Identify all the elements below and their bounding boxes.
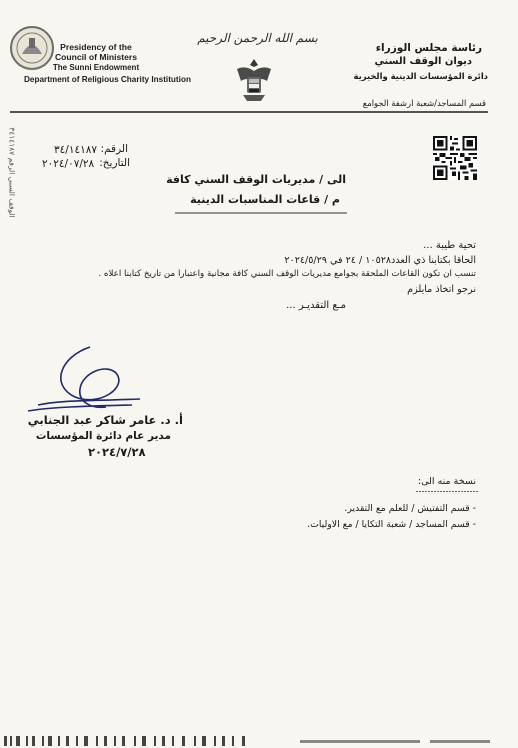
- arabic-header-line-2: ديوان الوقف السني: [374, 56, 472, 67]
- body-paragraph-2: تنسب ان تكون القاعات الملحقة بجوامع مديريات الوقف السني كافة مجانية واعتبارا من تاريخ كتابنا اعلاه .: [98, 269, 476, 279]
- signatory-name: أ. د. عامر شاكر عبد الجنابي: [27, 413, 183, 427]
- signature-date: ٢٠٢٤/٧/٢٨: [88, 445, 146, 459]
- copy-recipient-1: - قسم التفتيش / للعلم مع التقدير.: [344, 503, 476, 514]
- english-header-line-3: The Sunni Endowment: [52, 63, 140, 72]
- section-label: قسم المساجد/شعبة ارشفة الجوامع: [362, 98, 486, 108]
- copies-heading: نسخة منه الى:: [417, 476, 476, 487]
- reference-number-label: الرقم:: [100, 143, 128, 155]
- closing-line: مـع التقديـر ...: [286, 300, 346, 311]
- body-paragraph-1: الحاقا بكتابنا ذي العدد١٠٥٢٨ / ٢٤ في ٢٠٢٤/٥/٢٩: [284, 255, 476, 266]
- footer-barcode-marks: [0, 732, 518, 748]
- greeting: تحية طيبة ...: [423, 240, 476, 251]
- handwritten-signature: [20, 345, 150, 420]
- qr-code: [433, 136, 477, 180]
- copies-underline: [416, 490, 478, 493]
- arabic-header-line-1: رئاسة مجلس الوزراء: [375, 42, 482, 54]
- subject-line: م / قاعات المناسبات الدينية: [190, 193, 340, 206]
- side-stamp-text: الوقف السني الرقم ٣٤١٤١٨٧: [7, 127, 17, 218]
- basmala: بسم الله الرحمن الرحيم: [197, 31, 318, 45]
- date-label: التاريخ:: [99, 157, 130, 169]
- english-header-line-1: Presidency of the: [60, 42, 132, 52]
- arabic-header-line-3: دائرة المؤسسات الدينية والخيرية: [353, 71, 488, 81]
- reference-number-value: ٣٤/١٤١٨٧: [54, 144, 98, 156]
- signatory-title: مدير عام دائرة المؤسسات: [35, 430, 171, 442]
- body-paragraph-3: نرجو اتخاذ مايلزم: [407, 284, 476, 295]
- english-header-line-4: Department of Religious Charity Institution: [24, 75, 191, 84]
- header-divider: [10, 111, 488, 113]
- copy-recipient-2: - قسم المساجد / شعبة التكايا / مع الاوليات.: [307, 519, 476, 530]
- english-header-line-2: Council of Ministers: [54, 52, 138, 62]
- subject-underline: [175, 211, 347, 215]
- date-value: ٢٠٢٤/٠٧/٢٨: [42, 158, 95, 170]
- iraq-eagle-emblem: [233, 55, 275, 105]
- addressee-line: الى / مديريات الوقف السني كافة: [166, 173, 346, 186]
